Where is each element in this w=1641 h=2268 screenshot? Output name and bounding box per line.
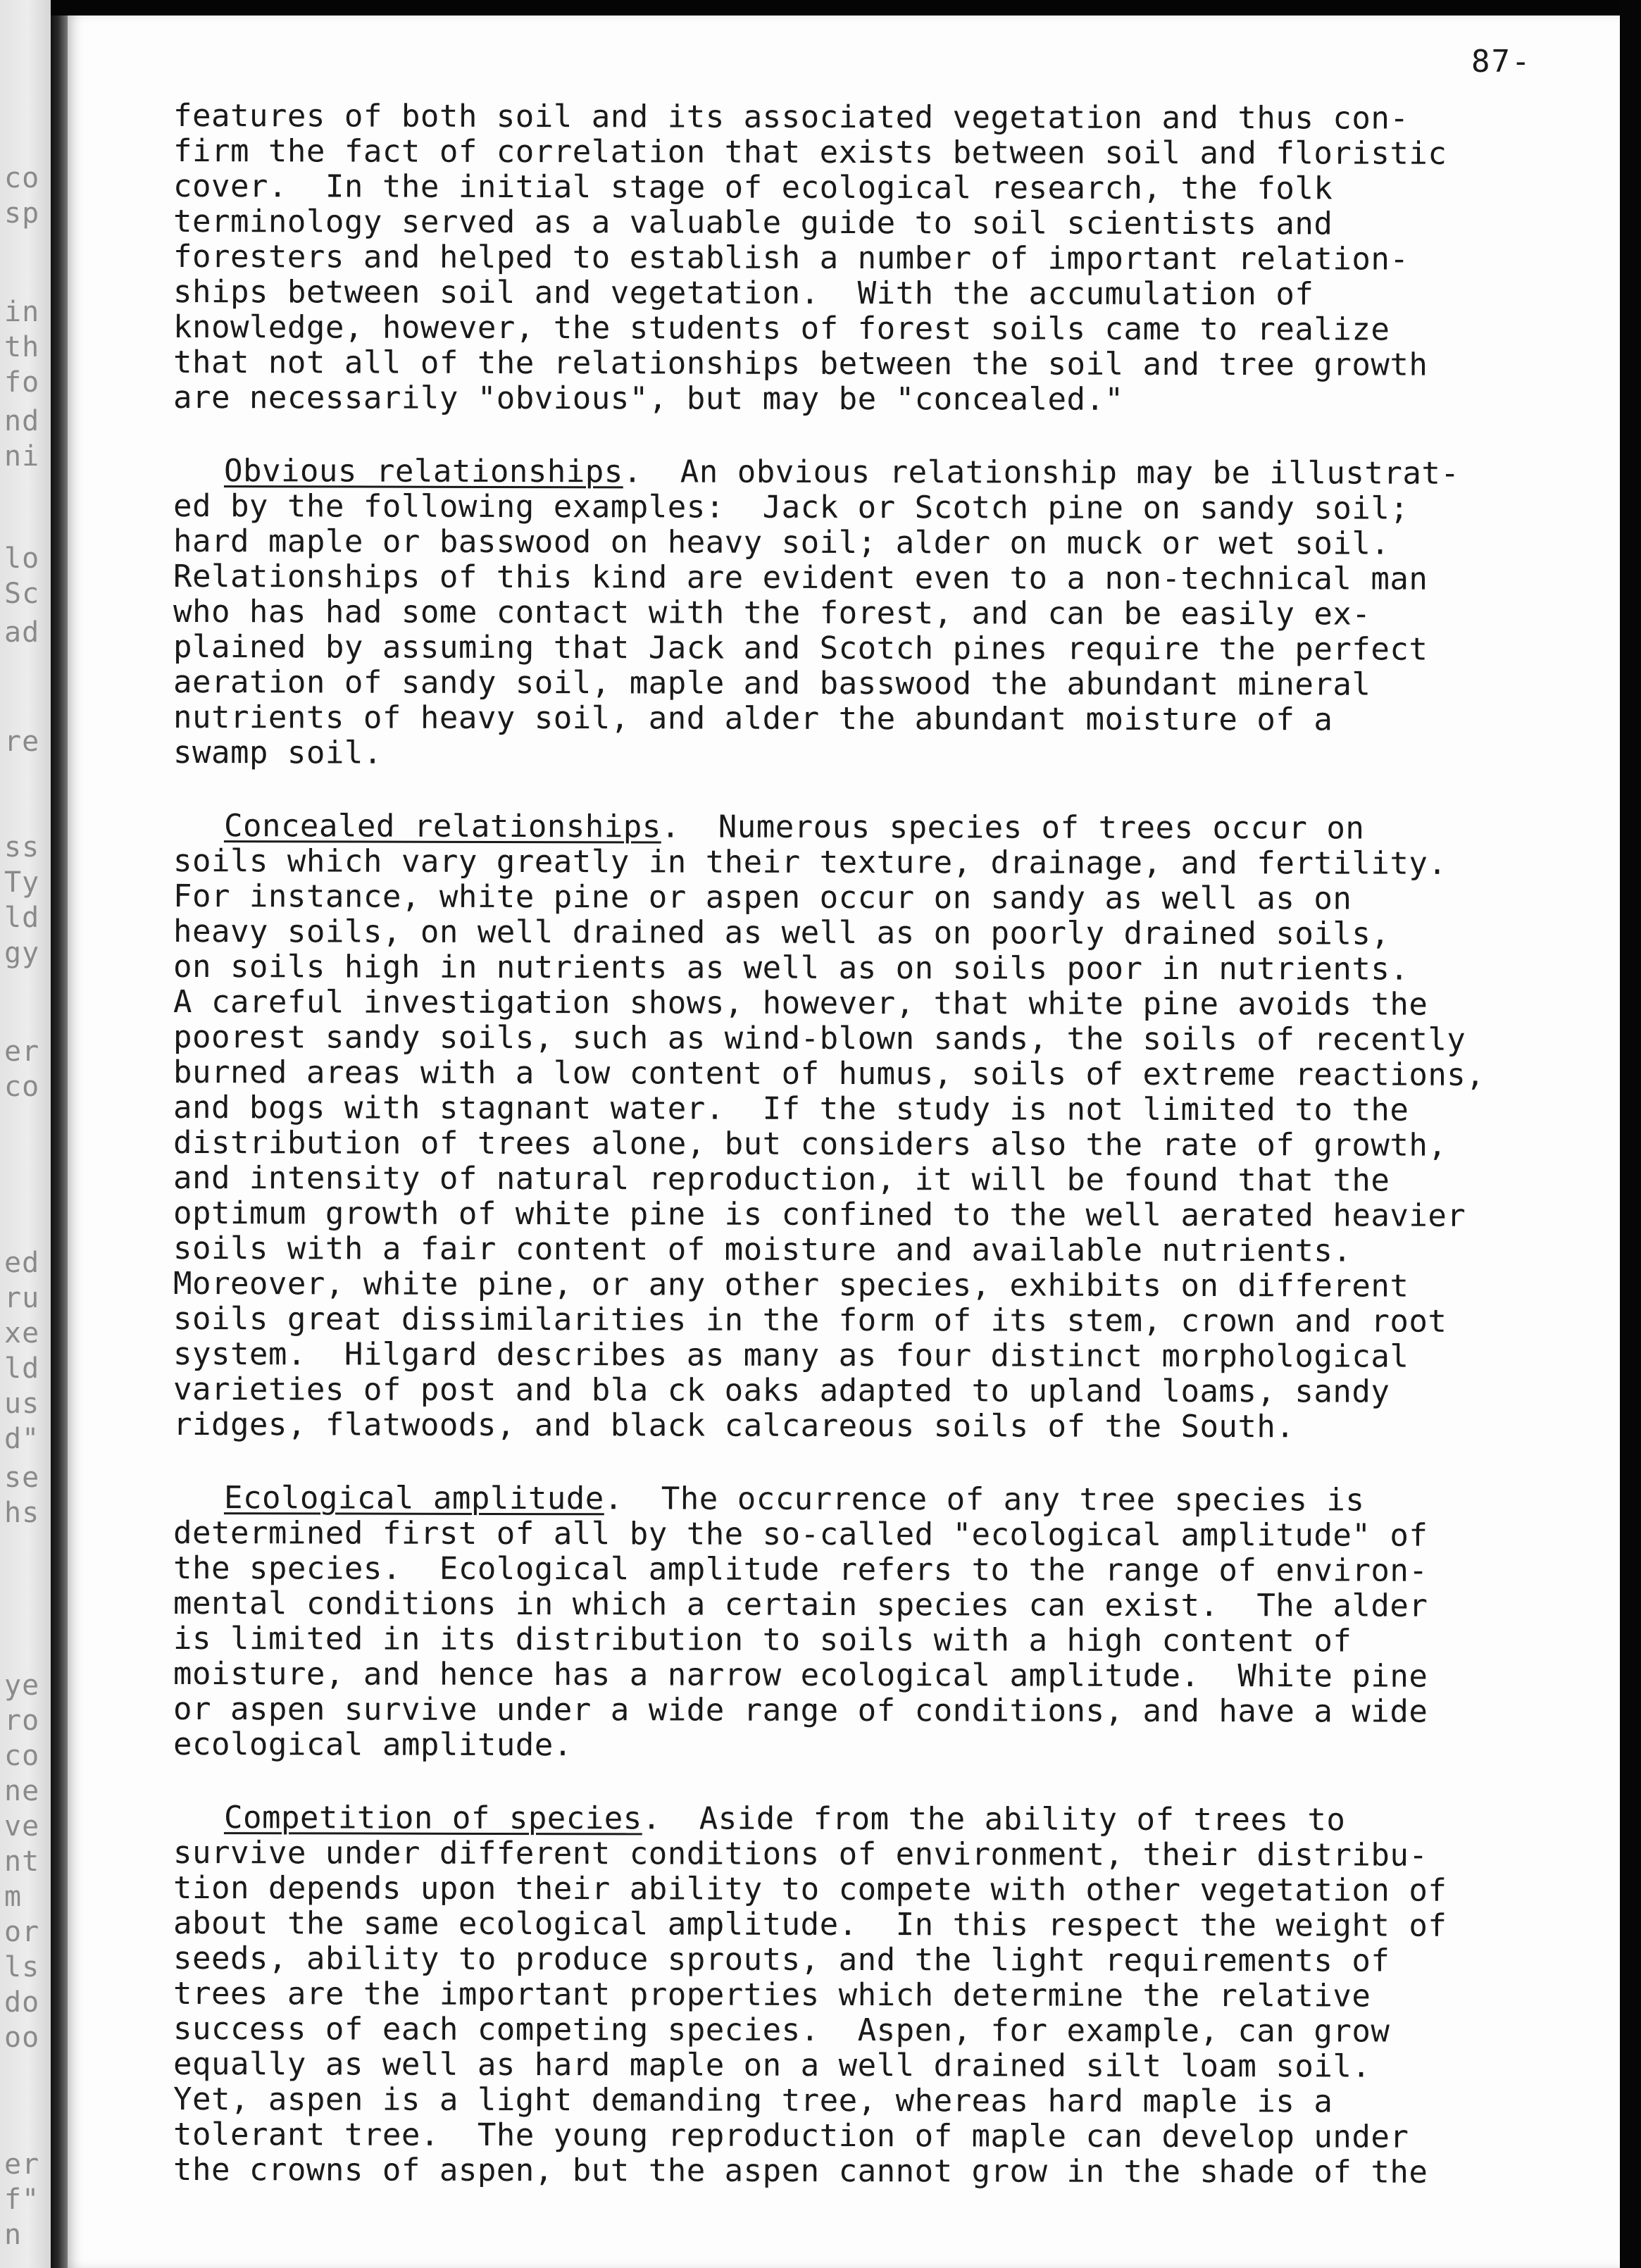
text-line: the species. Ecological amplitude refers to the range of environ- xyxy=(173,1550,1428,1589)
paragraph-first-line xyxy=(173,809,1589,847)
facing-page-fragment: lo xyxy=(4,542,40,575)
facing-page-fragment: fo xyxy=(4,366,40,399)
text-line: about the same ecological amplitude. In this respect the weight of xyxy=(173,1905,1447,1944)
text-line: terminology served as a valuable guide to soil scientists and xyxy=(173,204,1333,242)
text-line: optimum growth of white pine is confined to the well aerated heavier xyxy=(173,1195,1466,1234)
facing-page-fragment: n xyxy=(4,2219,23,2251)
paragraph xyxy=(173,99,1589,416)
facing-page-fragment: m xyxy=(4,1881,23,1913)
text-line: plained by assuming that Jack and Scotch pines require the perfect xyxy=(173,629,1428,668)
section-heading: Ecological amplitude xyxy=(223,1480,604,1517)
facing-page-fragment: ne xyxy=(4,1775,40,1807)
facing-page-fragment: er xyxy=(4,2148,40,2181)
facing-page-fragment: ro xyxy=(4,1705,40,1737)
facing-page-fragment: re xyxy=(4,725,40,758)
text-line: determined first of all by the so-called "ecological amplitude" of xyxy=(173,1515,1428,1554)
text-line: soils which vary greatly in their texture, drainage, and fertility. xyxy=(173,843,1447,882)
facing-page-fragment: ad xyxy=(4,616,40,649)
text-line: soils great dissimilarities in the form of its stem, crown and root xyxy=(173,1301,1447,1340)
text-line: A careful investigation shows, however, that white pine avoids the xyxy=(173,984,1428,1023)
text-line: moisture, and hence has a narrow ecological amplitude. White pine xyxy=(173,1656,1428,1695)
paragraph xyxy=(173,454,1589,771)
facing-page-fragment: xe xyxy=(4,1317,40,1350)
facing-page-fragment: ru xyxy=(4,1282,40,1314)
facing-page-fragment: nd xyxy=(4,405,40,437)
paragraph-first-line xyxy=(173,1481,1589,1519)
text-line: and bogs with stagnant water. If the study is not limited to the xyxy=(173,1090,1409,1128)
facing-page-fragment: or xyxy=(4,1916,40,1948)
text-line: is limited in its distribution to soils with a high content of xyxy=(173,1621,1352,1659)
text-line: poorest sandy soils, such as wind-blown sands, the soils of recently xyxy=(173,1019,1466,1058)
paragraph xyxy=(173,1481,1589,1762)
facing-page-fragment: ve xyxy=(4,1810,40,1843)
facing-page-fragment: Ty xyxy=(4,866,40,899)
text-line: nutrients of heavy soil, and alder the abundant moisture of a xyxy=(173,699,1333,738)
paragraph-first-line xyxy=(173,454,1589,492)
facing-page-fragment: ld xyxy=(4,1352,40,1385)
facing-page-fragment: ed xyxy=(4,1247,40,1279)
text-line: trees are the important properties which determine the relative xyxy=(173,1976,1371,2014)
facing-page-fragment: ld xyxy=(4,902,40,934)
facing-page-fragment: gy xyxy=(4,937,40,969)
heading-line-rest: . Aside from the ability of trees to xyxy=(642,1800,1346,1838)
facing-page-edge xyxy=(0,0,51,2268)
text-line: who has had some contact with the forest, and can be easily ex- xyxy=(173,594,1371,633)
text-line: that not all of the relationships between the soil and tree growth xyxy=(173,344,1428,383)
facing-page-fragment: co xyxy=(4,1071,40,1103)
facing-page-fragment: co xyxy=(4,1740,40,1772)
text-line: mental conditions in which a certain species can exist. The alder xyxy=(173,1585,1428,1624)
facing-page-fragment: d" xyxy=(4,1423,40,1455)
facing-page-fragment: hs xyxy=(4,1497,40,1529)
facing-page-fragment: ls xyxy=(4,1951,40,1983)
text-line: hard maple or basswood on heavy soil; alder on muck or wet soil. xyxy=(173,523,1390,562)
text-line: and intensity of natural reproduction, it will be found that the xyxy=(173,1160,1390,1199)
text-line: ed by the following examples: Jack or Scotch pine on sandy soil; xyxy=(173,488,1409,527)
facing-page-fragment: in xyxy=(4,296,40,328)
text-line: burned areas with a low content of humus, soils of extreme reactions, xyxy=(173,1054,1485,1093)
text-line: soils with a fair content of moisture and available nutrients. xyxy=(173,1230,1352,1269)
text-line: knowledge, however, the students of forest soils came to realize xyxy=(173,309,1390,348)
text-line: tolerant tree. The young reproduction of maple can develop under xyxy=(173,2117,1409,2155)
scan-border-right xyxy=(1620,0,1641,2268)
page-number: 87- xyxy=(1471,44,1532,80)
paragraph-first-line xyxy=(173,1800,1589,1838)
text-line: seeds, ability to produce sprouts, and the light requirements of xyxy=(173,1940,1390,1979)
book-gutter xyxy=(51,15,68,2268)
text-line: varieties of post and bla ck oaks adapted to upland loams, sandy xyxy=(173,1371,1390,1410)
text-line: the crowns of aspen, but the aspen cannot grow in the shade of the xyxy=(173,2152,1428,2191)
facing-page-fragment: co xyxy=(4,162,40,194)
text-line: system. Hilgard describes as many as four distinct morphological xyxy=(173,1336,1409,1375)
text-line: aeration of sandy soil, maple and basswood the abundant mineral xyxy=(173,664,1371,703)
facing-page-fragment: us xyxy=(4,1388,40,1420)
text-line: Relationships of this kind are evident even to a non-technical man xyxy=(173,559,1428,597)
facing-page-fragment: er xyxy=(4,1035,40,1068)
text-line: distribution of trees alone, but considers also the rate of growth, xyxy=(173,1125,1447,1164)
text-line: For instance, white pine or aspen occur on sandy as well as on xyxy=(173,878,1352,917)
text-line: foresters and helped to establish a number of important relation- xyxy=(173,239,1409,278)
text-line: cover. In the initial stage of ecological research, the folk xyxy=(173,168,1333,207)
heading-line-rest: . Numerous species of trees occur on xyxy=(661,809,1365,847)
facing-page-fragment: ni xyxy=(4,440,40,473)
facing-page-fragment: sp xyxy=(4,197,40,230)
paragraph xyxy=(173,1800,1589,2191)
body-text xyxy=(173,99,1589,2226)
facing-page-fragment: oo xyxy=(4,2021,40,2054)
text-line: Moreover, white pine, or any other species, exhibits on different xyxy=(173,1266,1409,1304)
facing-page-fragment: do xyxy=(4,1986,40,2019)
text-line: firm the fact of correlation that exists between soil and floristic xyxy=(173,133,1447,172)
facing-page-fragment: se xyxy=(4,1462,40,1494)
section-heading: Obvious relationships xyxy=(223,453,623,490)
text-line: equally as well as hard maple on a well drained silt loam soil. xyxy=(173,2046,1371,2085)
text-line: or aspen survive under a wide range of conditions, and have a wide xyxy=(173,1691,1428,1730)
heading-line-rest: . An obvious relationship may be illustrat- xyxy=(623,454,1460,492)
text-line: ridges, flatwoods, and black calcareous soils of the South. xyxy=(173,1407,1295,1445)
text-line: swamp soil. xyxy=(173,735,382,771)
text-line: ecological amplitude. xyxy=(173,1726,573,1764)
paragraph xyxy=(173,809,1589,1443)
text-line: features of both soil and its associated vegetation and thus con- xyxy=(173,98,1409,137)
text-line: success of each competing species. Aspen, for example, can grow xyxy=(173,2011,1390,2050)
facing-page-fragment: nt xyxy=(4,1845,40,1878)
scan-border-top xyxy=(0,0,1641,15)
facing-page-fragment: ss xyxy=(4,831,40,864)
text-line: tion depends upon their ability to compete with other vegetation of xyxy=(173,1870,1447,1909)
facing-page-fragment: f" xyxy=(4,2183,40,2216)
facing-page-fragment: ye xyxy=(4,1669,40,1702)
text-line: heavy soils, on well drained as well as on poorly drained soils, xyxy=(173,914,1390,952)
text-line: are necessarily "obvious", but may be "concealed." xyxy=(173,380,1124,418)
heading-line-rest: . The occurrence of any tree species is xyxy=(604,1481,1365,1519)
text-line: on soils high in nutrients as well as on soils poor in nutrients. xyxy=(173,949,1409,987)
facing-page-fragment: th xyxy=(4,331,40,363)
text-line: Yet, aspen is a light demanding tree, whereas hard maple is a xyxy=(173,2081,1333,2120)
text-line: survive under different conditions of environment, their distribu- xyxy=(173,1835,1428,1874)
section-heading: Concealed relationships xyxy=(223,808,661,845)
section-heading: Competition of species xyxy=(223,1800,642,1837)
book-page xyxy=(68,15,1620,2268)
facing-page-fragment: Sc xyxy=(4,578,40,610)
text-line: ships between soil and vegetation. With the accumulation of xyxy=(173,274,1314,313)
